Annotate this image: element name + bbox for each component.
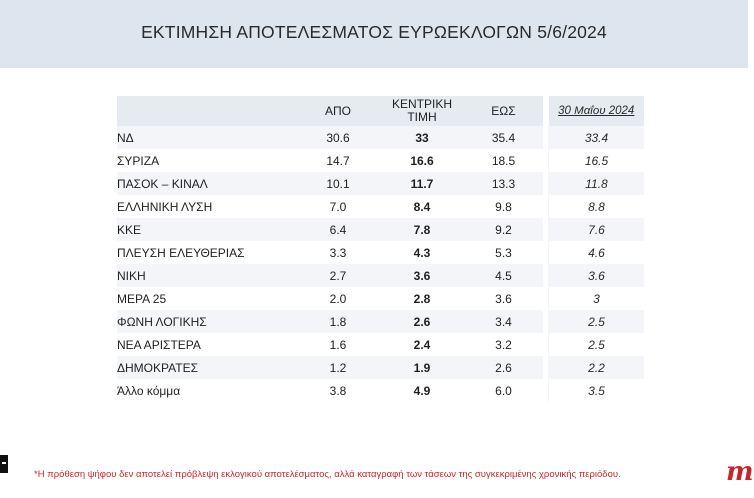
party-name: ΝΔ <box>117 126 296 149</box>
kentriki-value: 4.3 <box>380 241 464 264</box>
results-table <box>117 96 644 402</box>
party-name: ΠΛΕΥΣΗ ΕΛΕΥΘΕΡΙΑΣ <box>117 241 296 264</box>
table-row <box>117 241 644 264</box>
eos-value: 3.6 <box>464 287 543 310</box>
brand-logo: m <box>726 457 754 487</box>
party-name: ΝΙΚΗ <box>117 264 296 287</box>
kentriki-value: 3.6 <box>380 264 464 287</box>
column-header-kentriki <box>380 96 464 126</box>
table-header-row <box>117 96 644 126</box>
apo-value: 1.8 <box>296 310 380 333</box>
eos-value: 9.2 <box>464 218 543 241</box>
table-row <box>117 149 644 172</box>
may-value: 2.2 <box>549 356 645 379</box>
eos-value: 13.3 <box>464 172 543 195</box>
kentriki-value: 11.7 <box>380 172 464 195</box>
kentriki-value: 16.6 <box>380 149 464 172</box>
table-row <box>117 310 644 333</box>
may-value: 3.5 <box>549 379 645 402</box>
eos-value: 4.5 <box>464 264 543 287</box>
apo-value: 1.6 <box>296 333 380 356</box>
may-value: 33.4 <box>549 126 645 149</box>
page-header <box>0 0 748 68</box>
column-header-apo: ΑΠΟ <box>296 96 380 126</box>
apo-value: 3.8 <box>296 379 380 402</box>
table-row <box>117 333 644 356</box>
apo-value: 6.4 <box>296 218 380 241</box>
eos-value: 5.3 <box>464 241 543 264</box>
party-name: ΦΩΝΗ ΛΟΓΙΚΗΣ <box>117 310 296 333</box>
may-value: 4.6 <box>549 241 645 264</box>
page-title: ΕΚΤΙΜΗΣΗ ΑΠΟΤΕΛΕΣΜΑΤΟΣ ΕΥΡΩΕΚΛΟΓΩΝ 5/6/2024 <box>141 21 607 42</box>
apo-value: 7.0 <box>296 195 380 218</box>
kentriki-value: 33 <box>380 126 464 149</box>
column-header-kentriki-line2: ΤΙΜΗ <box>407 110 437 124</box>
party-name: Άλλο κόμμα <box>117 379 296 402</box>
may-value: 2.5 <box>549 333 645 356</box>
eos-value: 18.5 <box>464 149 543 172</box>
eos-value: 3.4 <box>464 310 543 333</box>
column-header-kentriki-line1: ΚΕΝΤΡΙΚΗ <box>391 97 452 111</box>
party-name: ΚΚΕ <box>117 218 296 241</box>
kentriki-value: 1.9 <box>380 356 464 379</box>
table-row <box>117 264 644 287</box>
apo-value: 30.6 <box>296 126 380 149</box>
table-row <box>117 172 644 195</box>
kentriki-value: 7.8 <box>380 218 464 241</box>
party-name: ΝΕΑ ΑΡΙΣΤΕΡΑ <box>117 333 296 356</box>
eos-value: 2.6 <box>464 356 543 379</box>
may-value: 7.6 <box>549 218 645 241</box>
apo-value: 10.1 <box>296 172 380 195</box>
eos-value: 9.8 <box>464 195 543 218</box>
party-name: ΕΛΛΗΝΙΚΗ ΛΥΣΗ <box>117 195 296 218</box>
apo-value: 14.7 <box>296 149 380 172</box>
may-value: 2.5 <box>549 310 645 333</box>
may-value: 8.8 <box>549 195 645 218</box>
apo-value: 2.0 <box>296 287 380 310</box>
eos-value: 6.0 <box>464 379 543 402</box>
column-header-eos: ΕΩΣ <box>464 96 543 126</box>
table-row <box>117 356 644 379</box>
kentriki-value: 2.4 <box>380 333 464 356</box>
may-value: 11.8 <box>549 172 645 195</box>
may-value: 16.5 <box>549 149 645 172</box>
table-row <box>117 287 644 310</box>
column-header-party <box>117 96 296 126</box>
may-value: 3.6 <box>549 264 645 287</box>
footnote: *Η πρόθεση ψήφου δεν αποτελεί πρόβλεψη εκλογικού αποτελέσματος, αλλά καταγραφή των τάσεων της συγκεκριμένης χρονικής περιόδου. <box>34 469 621 480</box>
apo-value: 3.3 <box>296 241 380 264</box>
eos-value: 35.4 <box>464 126 543 149</box>
kentriki-value: 2.8 <box>380 287 464 310</box>
table-row <box>117 218 644 241</box>
party-name: ΠΑΣΟΚ – ΚΙΝΑΛ <box>117 172 296 195</box>
may-value: 3 <box>549 287 645 310</box>
party-name: ΜΕΡΑ 25 <box>117 287 296 310</box>
kentriki-value: 4.9 <box>380 379 464 402</box>
column-header-may: 30 Μαΐου 2024 <box>549 96 645 126</box>
footer-mark-icon <box>0 455 8 473</box>
table-row <box>117 379 644 402</box>
table-row <box>117 126 644 149</box>
table-row <box>117 195 644 218</box>
apo-value: 2.7 <box>296 264 380 287</box>
party-name: ΣΥΡΙΖΑ <box>117 149 296 172</box>
party-name: ΔΗΜΟΚΡΑΤΕΣ <box>117 356 296 379</box>
kentriki-value: 8.4 <box>380 195 464 218</box>
kentriki-value: 2.6 <box>380 310 464 333</box>
apo-value: 1.2 <box>296 356 380 379</box>
eos-value: 3.2 <box>464 333 543 356</box>
